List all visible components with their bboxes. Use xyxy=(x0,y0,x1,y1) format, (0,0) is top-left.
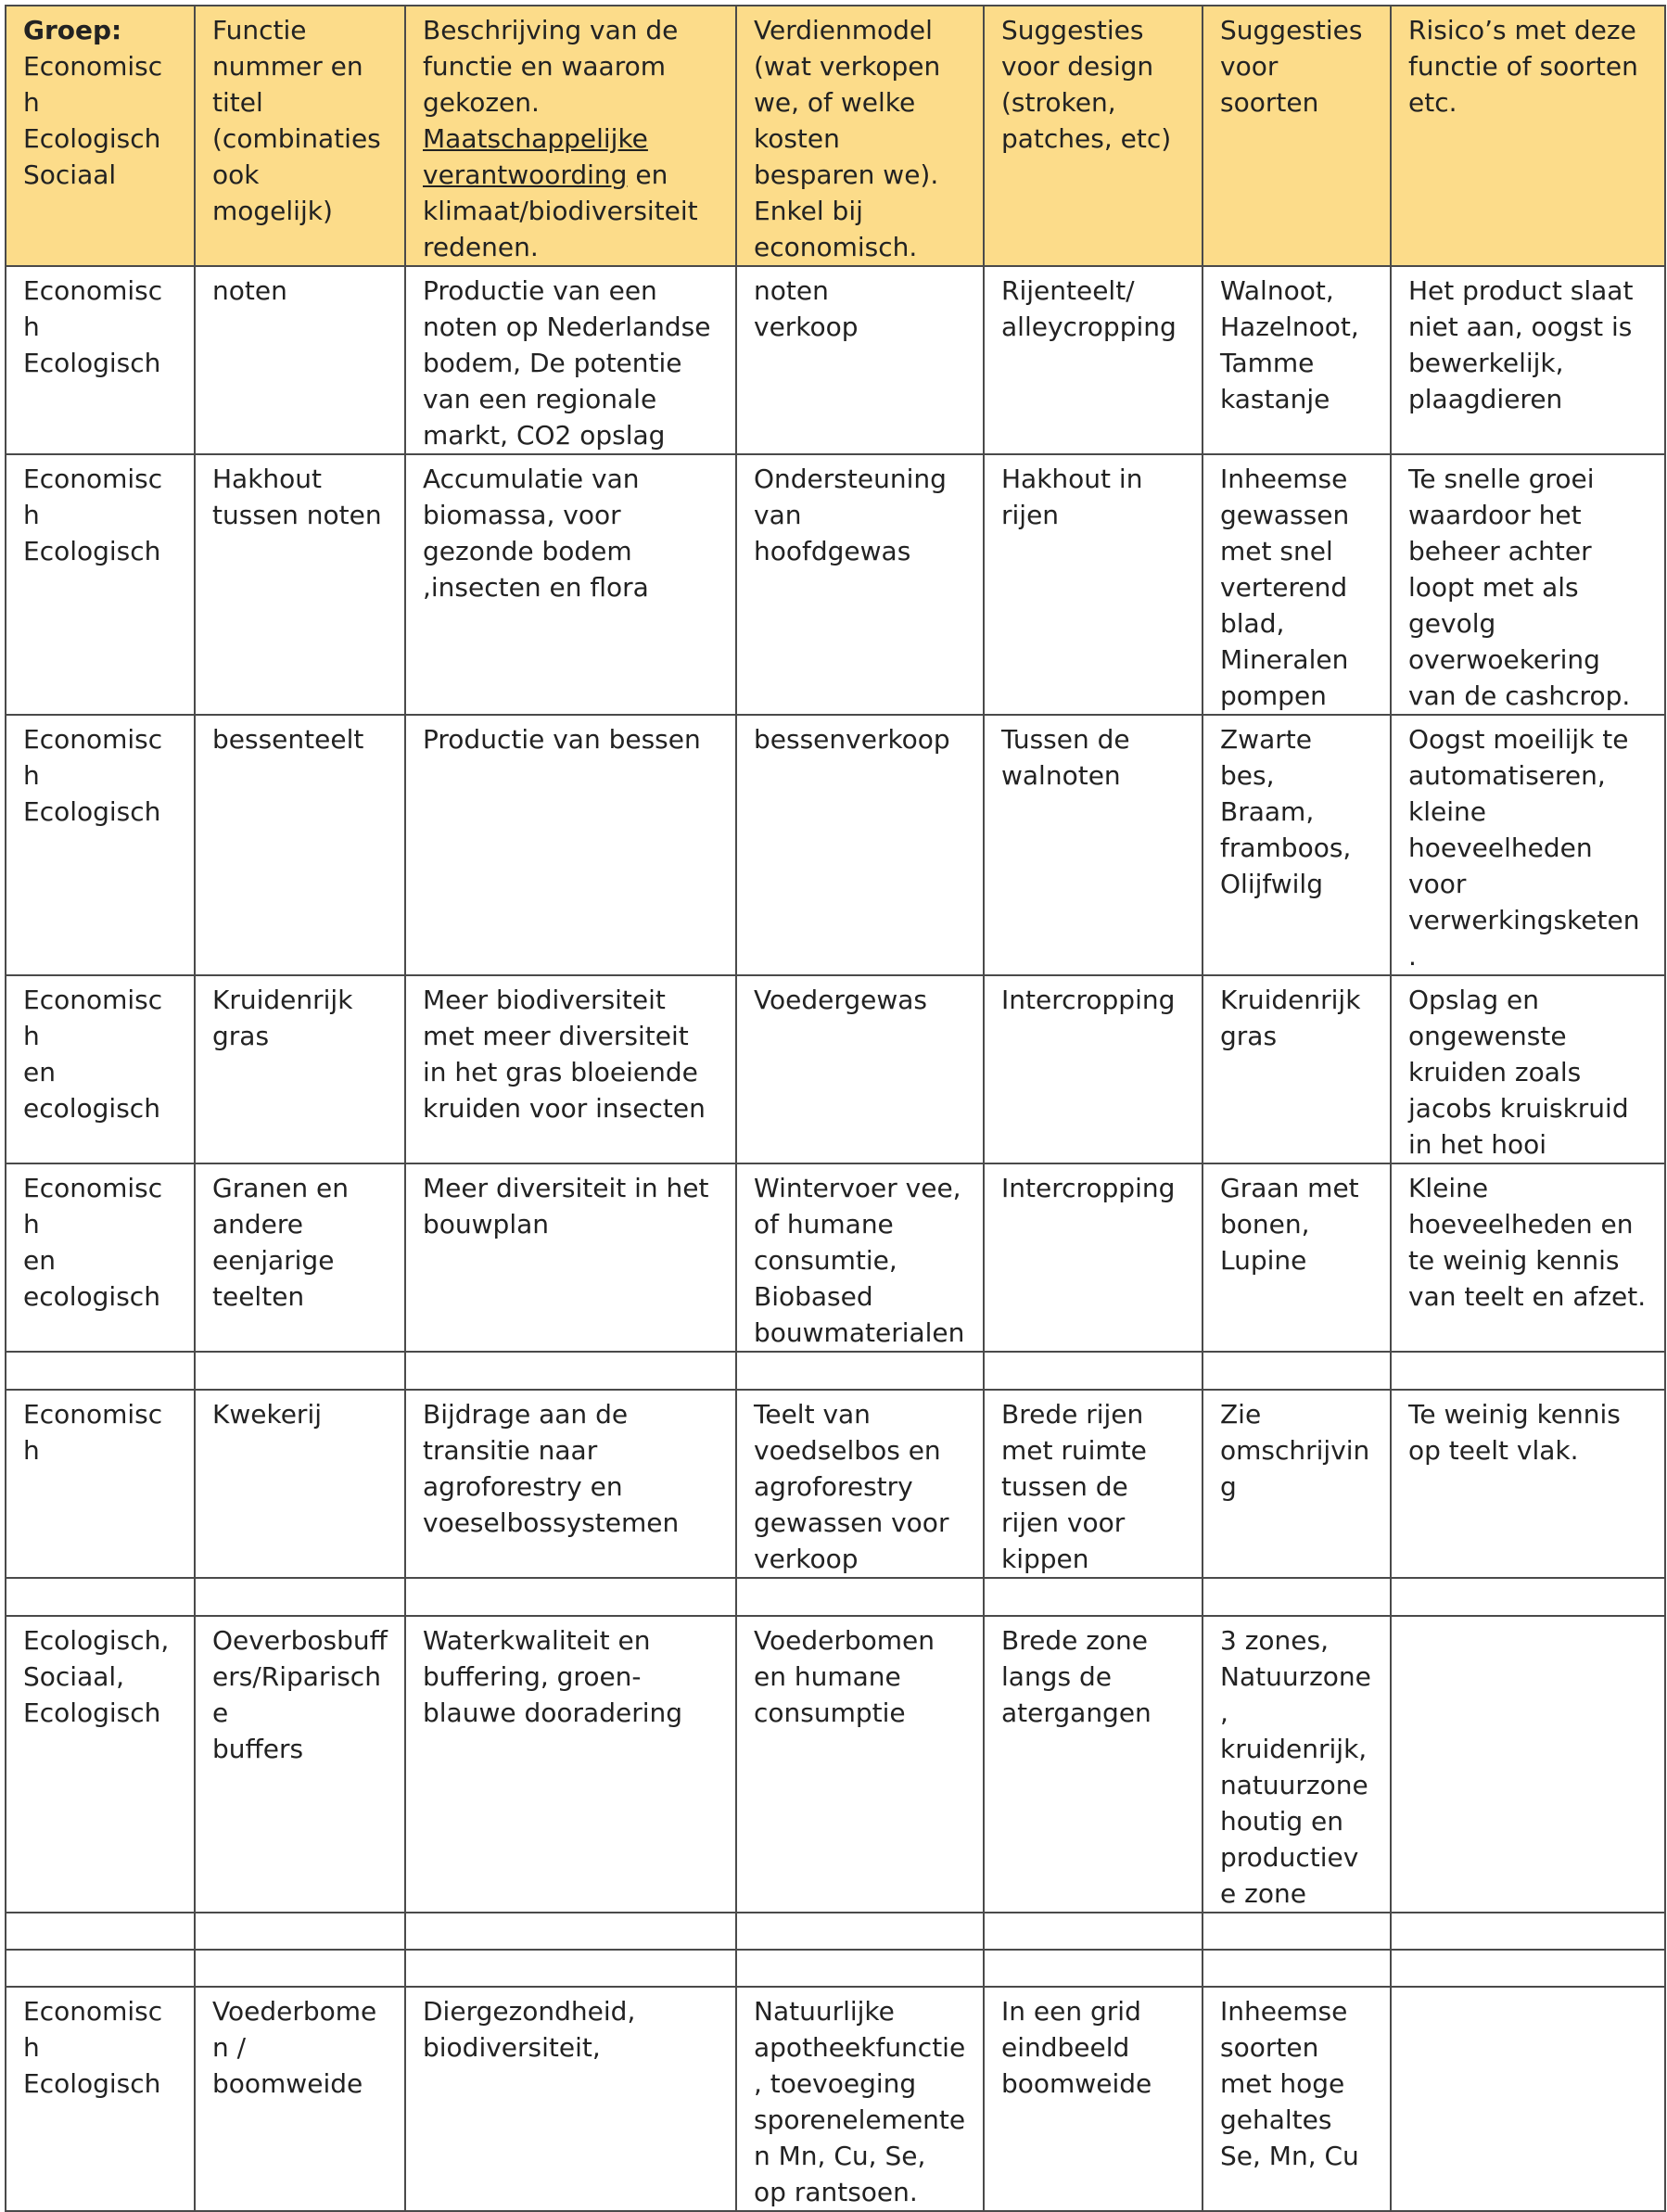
cell-verdienmodel xyxy=(736,1352,984,1390)
header-functie: Functie nummer en titel (combinaties ook mogelijk) xyxy=(195,6,405,266)
cell-soorten xyxy=(1203,1950,1391,1987)
cell-verdienmodel xyxy=(736,1950,984,1987)
header-beschrijving: Beschrijving van de functie en waarom gekozen. Maatschappelijke verantwoording en klimaat/biodiversiteit redenen. xyxy=(405,6,736,266)
cell-risico: Kleine hoeveelheden en te weinig kennis van teelt en afzet. xyxy=(1391,1163,1665,1352)
cell-groep xyxy=(6,1913,195,1950)
table-row xyxy=(6,975,1665,1163)
blank-row xyxy=(6,1950,1665,1987)
cell-functie xyxy=(195,1352,405,1390)
cell-verdienmodel: bessenverkoop xyxy=(736,715,984,975)
cell-verdienmodel: Wintervoer vee, of humane consumtie, Biobased bouwmaterialen xyxy=(736,1163,984,1352)
cell-verdienmodel: Teelt van voedselbos en agroforestry gewassen voor verkoop xyxy=(736,1390,984,1578)
cell-groep: Economisch Ecologisch xyxy=(6,454,195,715)
cell-design xyxy=(984,1950,1203,1987)
blank-row xyxy=(6,1913,1665,1950)
blank-row xyxy=(6,1578,1665,1616)
cell-beschrijving xyxy=(405,1950,736,1987)
header-risico: Risico’s met deze functie of soorten etc. xyxy=(1391,6,1665,266)
table-row xyxy=(6,1163,1665,1352)
cell-design: Tussen de walnoten xyxy=(984,715,1203,975)
cell-functie xyxy=(195,1913,405,1950)
cell-functie xyxy=(195,1950,405,1987)
header-soorten: Suggesties voor soorten xyxy=(1203,6,1391,266)
cell-functie: Oeverbosbuff ers/Riparische buffers xyxy=(195,1616,405,1913)
cell-soorten xyxy=(1203,1578,1391,1616)
table-row xyxy=(6,1987,1665,2211)
cell-soorten: Walnoot, Hazelnoot, Tamme kastanje xyxy=(1203,266,1391,454)
cell-functie: Voederbomen / boomweide xyxy=(195,1987,405,2211)
cell-verdienmodel: Voedergewas xyxy=(736,975,984,1163)
header-groep xyxy=(6,6,195,266)
cell-functie: noten xyxy=(195,266,405,454)
cell-beschrijving xyxy=(405,1352,736,1390)
cell-groep: Economisch en ecologisch xyxy=(6,1163,195,1352)
cell-risico: Te snelle groei waardoor het beheer achter loopt met als gevolg overwoekering van de cashcrop. xyxy=(1391,454,1665,715)
cell-groep: Economisch Ecologisch xyxy=(6,1987,195,2211)
cell-soorten: Graan met bonen, Lupine xyxy=(1203,1163,1391,1352)
cell-beschrijving: Meer diversiteit in het bouwplan xyxy=(405,1163,736,1352)
cell-functie: Kwekerij xyxy=(195,1390,405,1578)
cell-beschrijving xyxy=(405,1578,736,1616)
cell-beschrijving: Accumulatie van biomassa, voor gezonde bodem ,insecten en flora xyxy=(405,454,736,715)
cell-groep: Economisch Ecologisch xyxy=(6,266,195,454)
cell-design: In een grid eindbeeld boomweide xyxy=(984,1987,1203,2211)
header-groep-label: Groep: xyxy=(23,15,122,45)
header-verdienmodel: Verdienmodel (wat verkopen we, of welke kosten besparen we). Enkel bij economisch. xyxy=(736,6,984,266)
cell-verdienmodel: Ondersteuning van hoofdgewas xyxy=(736,454,984,715)
cell-beschrijving: Waterkwaliteit en buffering, groen-blauwe dooradering xyxy=(405,1616,736,1913)
cell-functie: bessenteelt xyxy=(195,715,405,975)
cell-beschrijving: Productie van bessen xyxy=(405,715,736,975)
cell-soorten: Inheemse soorten met hoge gehaltes Se, Mn, Cu xyxy=(1203,1987,1391,2211)
cell-soorten xyxy=(1203,1352,1391,1390)
cell-risico: Het product slaat niet aan, oogst is bewerkelijk, plaagdieren xyxy=(1391,266,1665,454)
cell-soorten: Zwarte bes, Braam, framboos, Olijfwilg xyxy=(1203,715,1391,975)
table-row xyxy=(6,715,1665,975)
document-page xyxy=(5,5,1666,2212)
cell-beschrijving xyxy=(405,1913,736,1950)
cell-risico xyxy=(1391,1950,1665,1987)
table-row xyxy=(6,266,1665,454)
cell-soorten: Inheemse gewassen met snel verterend blad, Mineralen pompen xyxy=(1203,454,1391,715)
blank-row xyxy=(6,1352,1665,1390)
cell-soorten xyxy=(1203,1913,1391,1950)
cell-groep: Ecologisch, Sociaal, Ecologisch xyxy=(6,1616,195,1913)
cell-soorten: Kruidenrijk gras xyxy=(1203,975,1391,1163)
header-groep-values: Economisch Ecologisch Sociaal xyxy=(23,51,163,190)
cell-design: Hakhout in rijen xyxy=(984,454,1203,715)
table-row xyxy=(6,454,1665,715)
cell-design xyxy=(984,1913,1203,1950)
cell-groep: Economisch xyxy=(6,1390,195,1578)
cell-risico xyxy=(1391,1352,1665,1390)
cell-risico xyxy=(1391,1578,1665,1616)
cell-functie xyxy=(195,1578,405,1616)
cell-verdienmodel xyxy=(736,1578,984,1616)
cell-groep xyxy=(6,1352,195,1390)
cell-design: Rijenteelt/ alleycropping xyxy=(984,266,1203,454)
cell-design xyxy=(984,1352,1203,1390)
cell-risico: Opslag en ongewenste kruiden zoals jacobs kruiskruid in het hooi xyxy=(1391,975,1665,1163)
cell-functie: Hakhout tussen noten xyxy=(195,454,405,715)
cell-groep xyxy=(6,1578,195,1616)
cell-design: Intercropping xyxy=(984,1163,1203,1352)
cell-beschrijving: Diergezondheid, biodiversiteit, xyxy=(405,1987,736,2211)
header-beschrijving-underlined: Maatschappelijke verantwoording xyxy=(423,123,648,190)
cell-beschrijving: Productie van een noten op Nederlandse bodem, De potentie van een regionale markt, CO2 opslag xyxy=(405,266,736,454)
cell-soorten: Zie omschrijvin g xyxy=(1203,1390,1391,1578)
cell-functie: Kruidenrijk gras xyxy=(195,975,405,1163)
cell-groep: Economisch en ecologisch xyxy=(6,975,195,1163)
table-row xyxy=(6,1390,1665,1578)
cell-functie: Granen en andere eenjarige teelten xyxy=(195,1163,405,1352)
cell-groep: Economisch Ecologisch xyxy=(6,715,195,975)
header-design: Suggesties voor design (stroken, patches, etc) xyxy=(984,6,1203,266)
cell-design: Intercropping xyxy=(984,975,1203,1163)
cell-verdienmodel: noten verkoop xyxy=(736,266,984,454)
cell-risico: Oogst moeilijk te automatiseren, kleine hoeveelheden voor verwerkingsketen. xyxy=(1391,715,1665,975)
table-row xyxy=(6,1616,1665,1913)
cell-design xyxy=(984,1578,1203,1616)
table-body xyxy=(6,266,1665,2211)
cell-groep xyxy=(6,1950,195,1987)
cell-risico: Te weinig kennis op teelt vlak. xyxy=(1391,1390,1665,1578)
cell-verdienmodel: Voederbomen en humane consumptie xyxy=(736,1616,984,1913)
functions-table xyxy=(5,5,1666,2212)
cell-verdienmodel xyxy=(736,1913,984,1950)
header-row xyxy=(6,6,1665,266)
cell-beschrijving: Bijdrage aan de transitie naar agroforestry en voeselbossystemen xyxy=(405,1390,736,1578)
cell-risico xyxy=(1391,1987,1665,2211)
cell-verdienmodel: Natuurlijke apotheekfunctie, toevoeging sporenelemente n Mn, Cu, Se, op rantsoen. xyxy=(736,1987,984,2211)
cell-beschrijving: Meer biodiversiteit met meer diversiteit in het gras bloeiende kruiden voor insecten xyxy=(405,975,736,1163)
cell-design: Brede rijen met ruimte tussen de rijen voor kippen xyxy=(984,1390,1203,1578)
cell-risico xyxy=(1391,1616,1665,1913)
cell-risico xyxy=(1391,1913,1665,1950)
cell-design: Brede zone langs de atergangen xyxy=(984,1616,1203,1913)
cell-soorten: 3 zones, Natuurzone, kruidenrijk, natuurzone houtig en productieve zone xyxy=(1203,1616,1391,1913)
